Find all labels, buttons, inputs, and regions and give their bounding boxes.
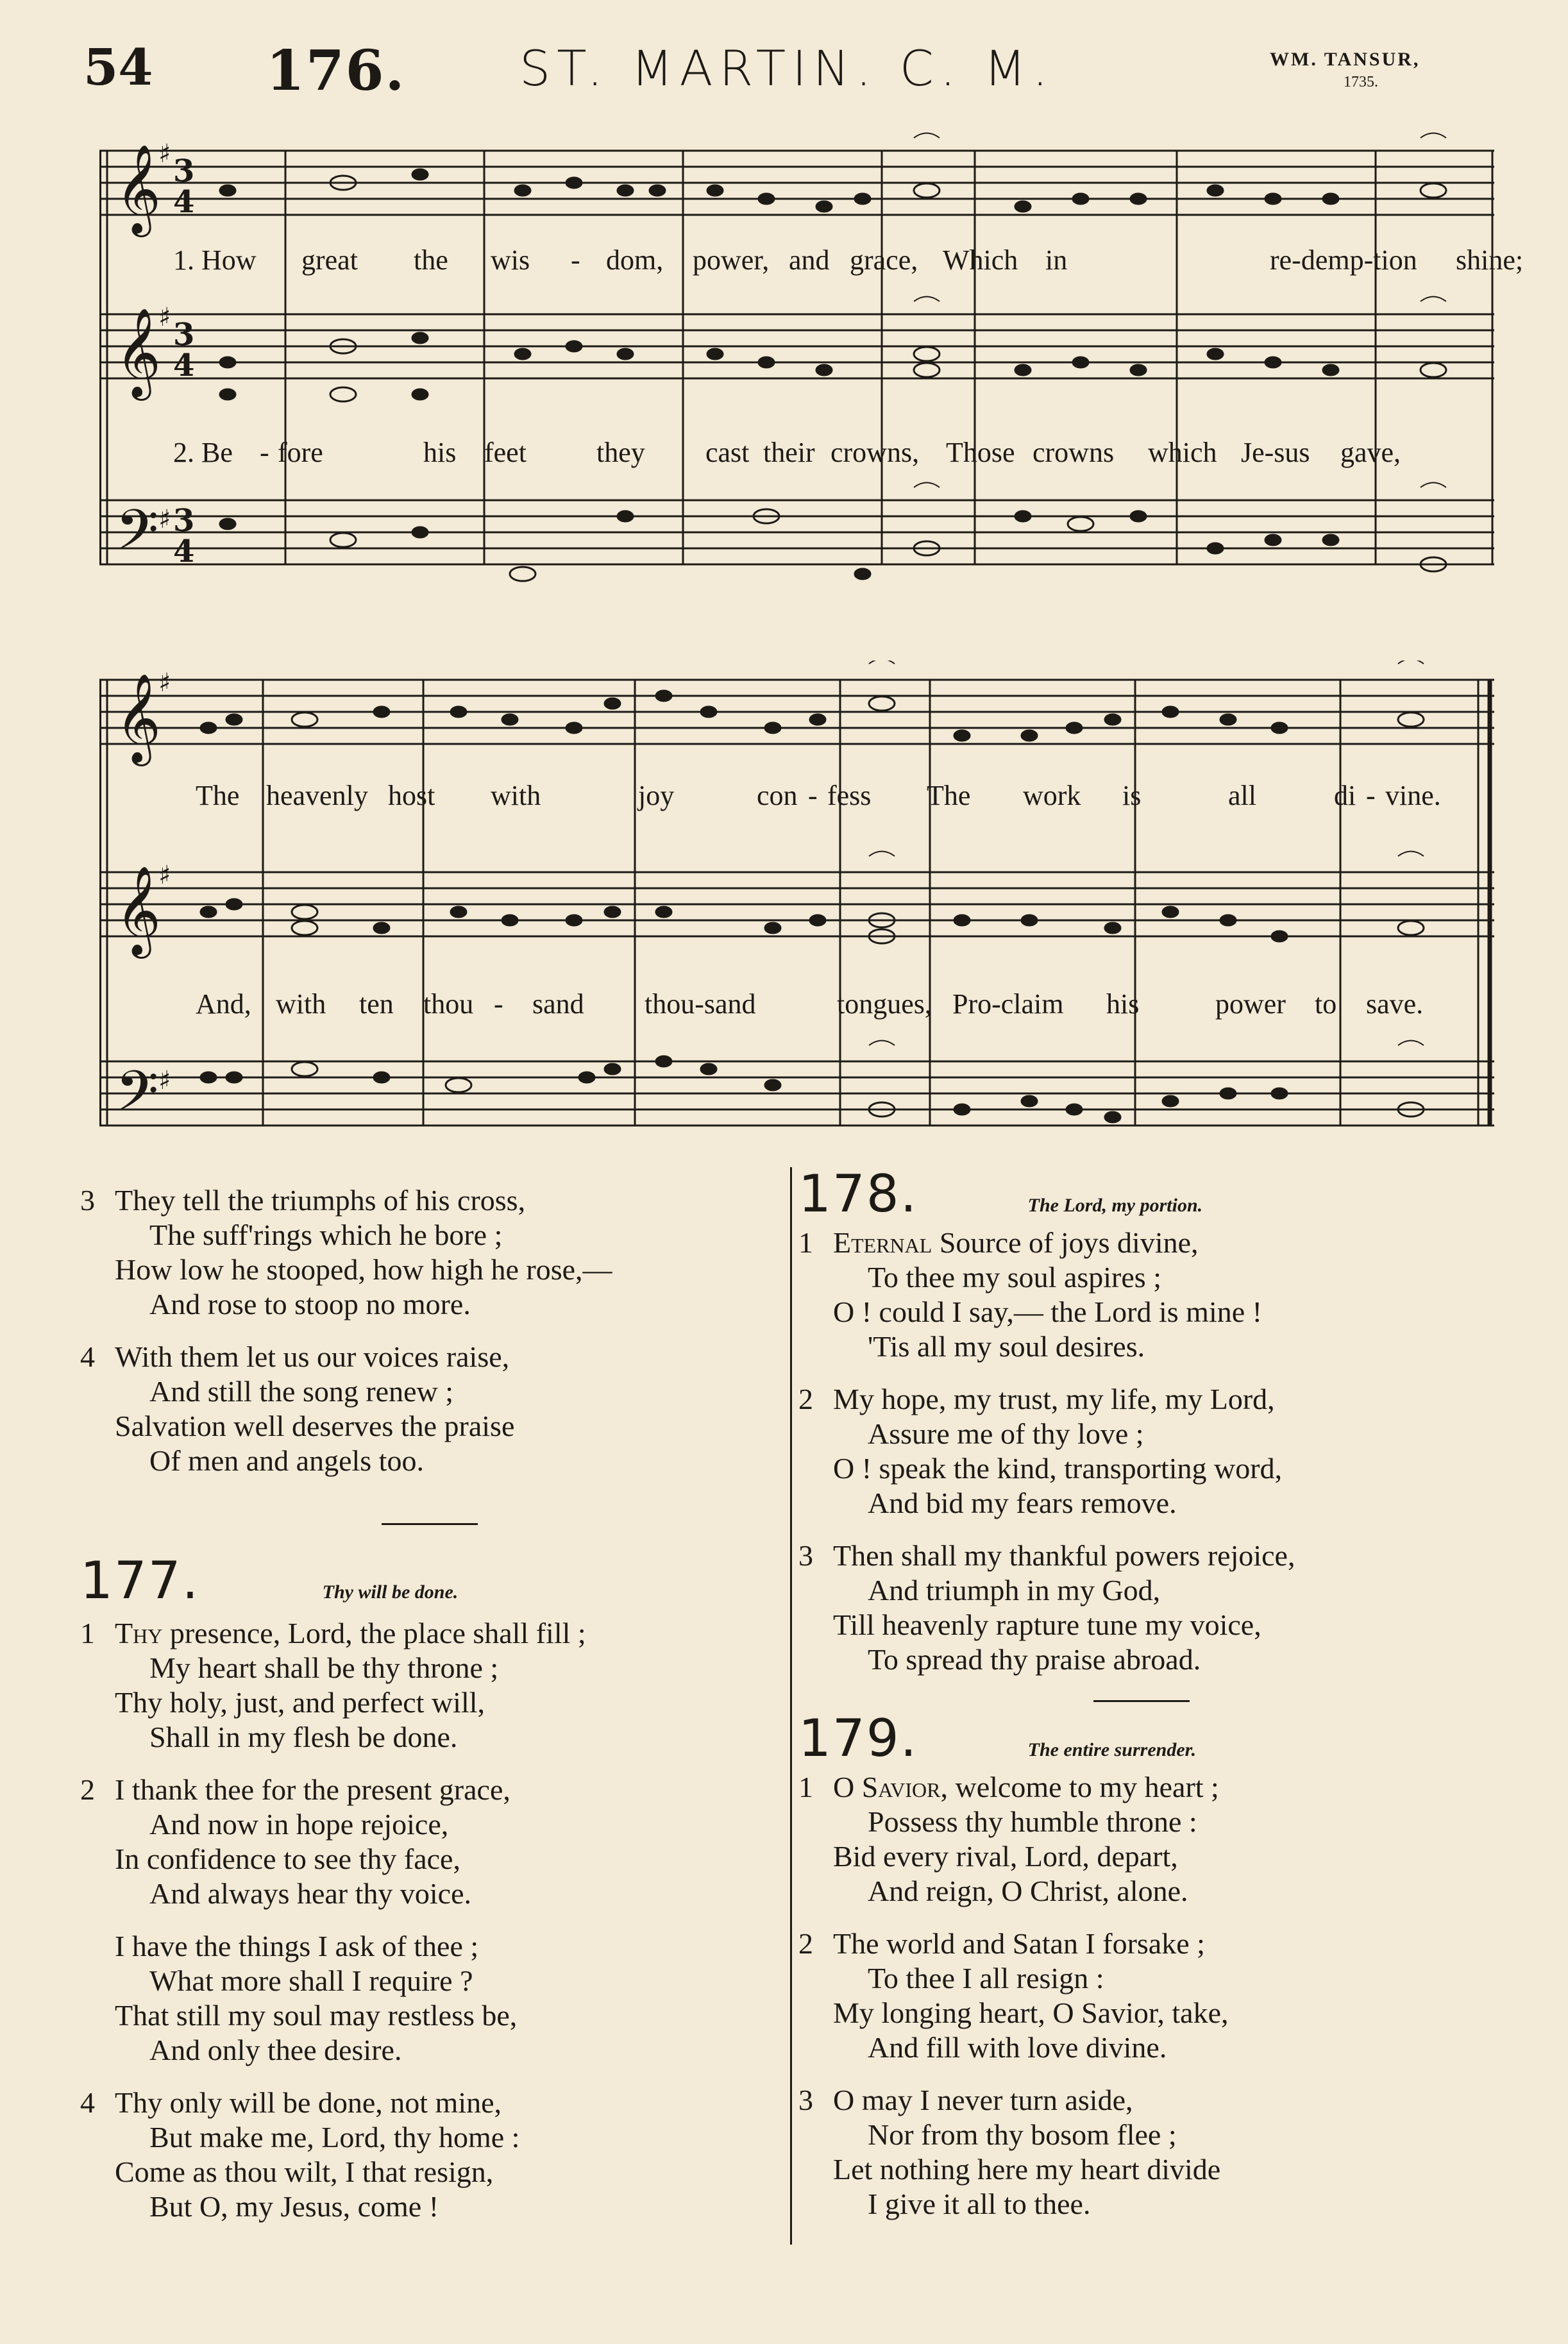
hymn177-stanza-3: I have the things I ask of thee ; What more shall I require ? That still my soul may restless be, And only thee desire. bbox=[115, 1930, 518, 2066]
svg-text:♯: ♯ bbox=[158, 139, 171, 169]
svg-text:𝄞: 𝄞 bbox=[115, 144, 161, 233]
hymn178-stanza-2: 2 My hope, my trust, my life, my Lord, Assure me of thy love ; O ! speak the kind, transporting word, And bid my fears remove. bbox=[798, 1383, 1283, 1519]
section-divider bbox=[382, 1523, 478, 1525]
svg-text:𝄢: 𝄢 bbox=[115, 498, 159, 576]
hymn-number-176: 176. bbox=[266, 38, 406, 103]
svg-text:3: 3 bbox=[173, 153, 195, 189]
music-staff-graphic-2 bbox=[99, 661, 1494, 1148]
music-system-2: 𝄞 𝄞 𝄢 ♯ ♯ ♯ The heavenly host with joy con - fess The work is all di - vine. And, with ten thou - sand thou-sand tongues, Pro-claim his power to save. bbox=[99, 661, 1494, 1148]
right-column bbox=[798, 1164, 1510, 2239]
hymn179-heading bbox=[798, 1708, 1510, 1768]
svg-text:𝄞: 𝄞 bbox=[115, 673, 161, 763]
svg-text:♯: ♯ bbox=[158, 861, 171, 890]
hymn179-stanza-1: 1 O Savior, welcome to my heart ; Possess thy humble throne : Bid every rival, Lord, depart, And reign, O Christ, alone. bbox=[798, 1771, 1219, 1907]
svg-text:3: 3 bbox=[173, 503, 195, 539]
composer-year: 1735. bbox=[1344, 74, 1378, 90]
tune-title: ST. MARTIN. C. M. bbox=[519, 40, 1054, 97]
hymn176-stanza-3: 3 They tell the triumphs of his cross, The suff'rings which he bore ; How low he stooped, how high he rose,— And rose to stoop no more. bbox=[80, 1184, 612, 1320]
hymn178-heading bbox=[798, 1164, 1510, 1224]
column-divider bbox=[790, 1167, 792, 2245]
hymn176-stanza-4: 4 With them let us our voices raise, And still the song renew ; Salvation well deserves the praise Of men and angels too. bbox=[80, 1340, 515, 1477]
hymn177-heading bbox=[80, 1551, 779, 1610]
left-column bbox=[80, 1183, 779, 2242]
hymn179-subtitle: The entire surrender. bbox=[1027, 1739, 1197, 1760]
hymn-number-179: 179. bbox=[798, 1708, 918, 1768]
svg-text:𝄞: 𝄞 bbox=[115, 866, 161, 955]
composer-name: WM. TANSUR, bbox=[1270, 49, 1420, 70]
svg-text:𝄢: 𝄢 bbox=[115, 1059, 159, 1137]
music-staff-graphic-1 bbox=[99, 131, 1494, 593]
svg-text:♯: ♯ bbox=[158, 303, 171, 332]
hymn-number-177: 177. bbox=[80, 1551, 200, 1610]
svg-text:♯: ♯ bbox=[158, 505, 171, 534]
svg-text:♯: ♯ bbox=[158, 1066, 171, 1095]
hymn177-stanza-1: 1 Thy presence, Lord, the place shall fill ; My heart shall be thy throne ; Thy holy, just, and perfect will, Shall in my flesh be done. bbox=[80, 1617, 586, 1753]
hymn177-subtitle: Thy will be done. bbox=[322, 1581, 459, 1603]
hymn178-stanza-3: 3 Then shall my thankful powers rejoice, And triumph in my God, Till heavenly rapture tune my voice, To spread thy praise abroad. bbox=[798, 1539, 1295, 1676]
hymn179-stanza-2: 2 The world and Satan I forsake ; To thee I all resign : My longing heart, O Savior, take, And fill with love divine. bbox=[798, 1927, 1229, 2064]
page-number: 54 bbox=[83, 38, 153, 97]
svg-text:4: 4 bbox=[173, 184, 195, 220]
hymn178-subtitle: The Lord, my portion. bbox=[1027, 1195, 1203, 1216]
hymn179-stanza-3: 3 O may I never turn aside, Nor from thy bosom flee ; Let nothing here my heart divide I give it all to thee. bbox=[798, 2084, 1221, 2220]
hymn177-stanza-2: 2 I thank thee for the present grace, And now in hope rejoice, In confidence to see thy face, And always hear thy voice. bbox=[80, 1773, 510, 1910]
svg-text:4: 4 bbox=[173, 348, 195, 384]
svg-text:3: 3 bbox=[173, 317, 195, 353]
svg-text:♯: ♯ bbox=[158, 668, 171, 698]
hymn178-stanza-1: 1 Eternal Source of joys divine, To thee my soul aspires ; O ! could I say,— the Lord is mine ! 'Tis all my soul desires. bbox=[798, 1226, 1262, 1363]
music-system-1: 𝄞 𝄞 𝄢 3 4 3 4 3 4 ♯ ♯ ♯ 1. How great the wis - dom, power, and grace, Which in re-demp-tion shine; 2. Be - fore his feet they cast their crowns, Those crowns which Je-sus gave, bbox=[99, 131, 1494, 593]
treble-staff-1 bbox=[99, 151, 1494, 215]
svg-text:4: 4 bbox=[173, 534, 195, 569]
section-divider bbox=[1093, 1700, 1190, 1702]
svg-text:𝄞: 𝄞 bbox=[115, 308, 161, 397]
hymn177-stanza-4: 4 Thy only will be done, not mine, But make me, Lord, thy home : Come as thou wilt, I that resign, But O, my Jesus, come ! bbox=[80, 2086, 520, 2223]
hymn-number-178: 178. bbox=[798, 1164, 918, 1224]
